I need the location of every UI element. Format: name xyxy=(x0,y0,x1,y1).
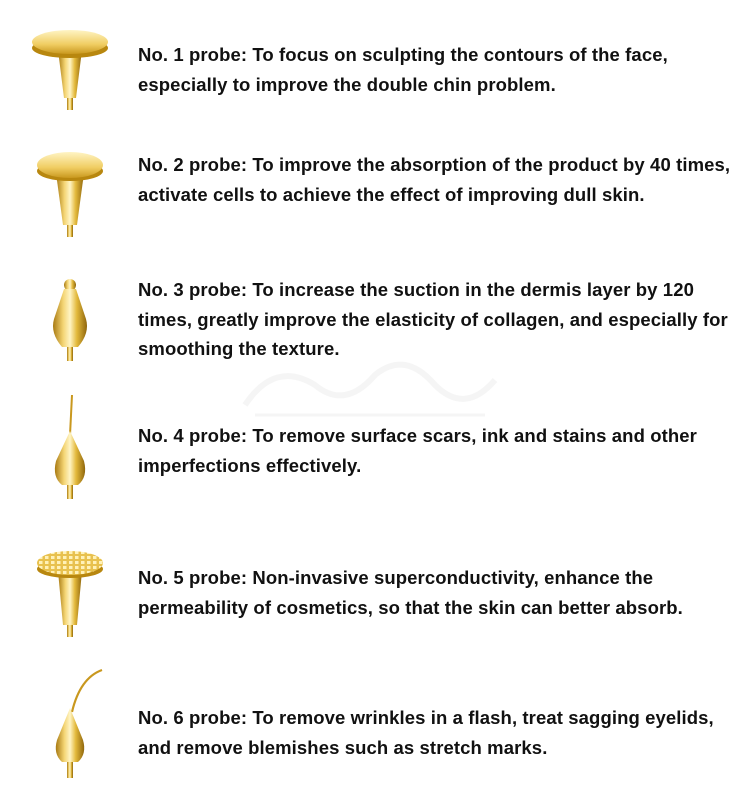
round-dome-probe-icon xyxy=(20,145,120,240)
probe-description: No. 5 probe: Non-invasive superconductivity, enhance the permeability of cosmetics, so that the skin can better absorb. xyxy=(138,567,683,618)
bulb-cone-probe-icon xyxy=(20,275,120,365)
probe-description: No. 3 probe: To increase the suction in the dermis layer by 120 times, greatly improve the elasticity of collagen, and especially for smoothing the texture. xyxy=(138,279,728,359)
watermark-logo-icon xyxy=(235,355,505,425)
probe-description: No. 4 probe: To remove surface scars, ink and stains and other imperfections effectively. xyxy=(138,425,697,476)
needle-probe-icon xyxy=(20,393,120,503)
probe-description: No. 6 probe: To remove wrinkles in a flash, treat sagging eyelids, and remove blemishes such as stretch marks. xyxy=(138,707,714,758)
curved-needle-probe-icon xyxy=(20,668,120,783)
probe-description: No. 1 probe: To focus on sculpting the contours of the face, especially to improve the double chin problem. xyxy=(138,44,668,95)
probe-description: No. 2 probe: To improve the absorption of the product by 40 times, activate cells to achieve the effect of improving dull skin. xyxy=(138,154,731,205)
flat-disc-probe-icon xyxy=(20,20,120,115)
textured-disc-probe-icon xyxy=(20,545,120,640)
